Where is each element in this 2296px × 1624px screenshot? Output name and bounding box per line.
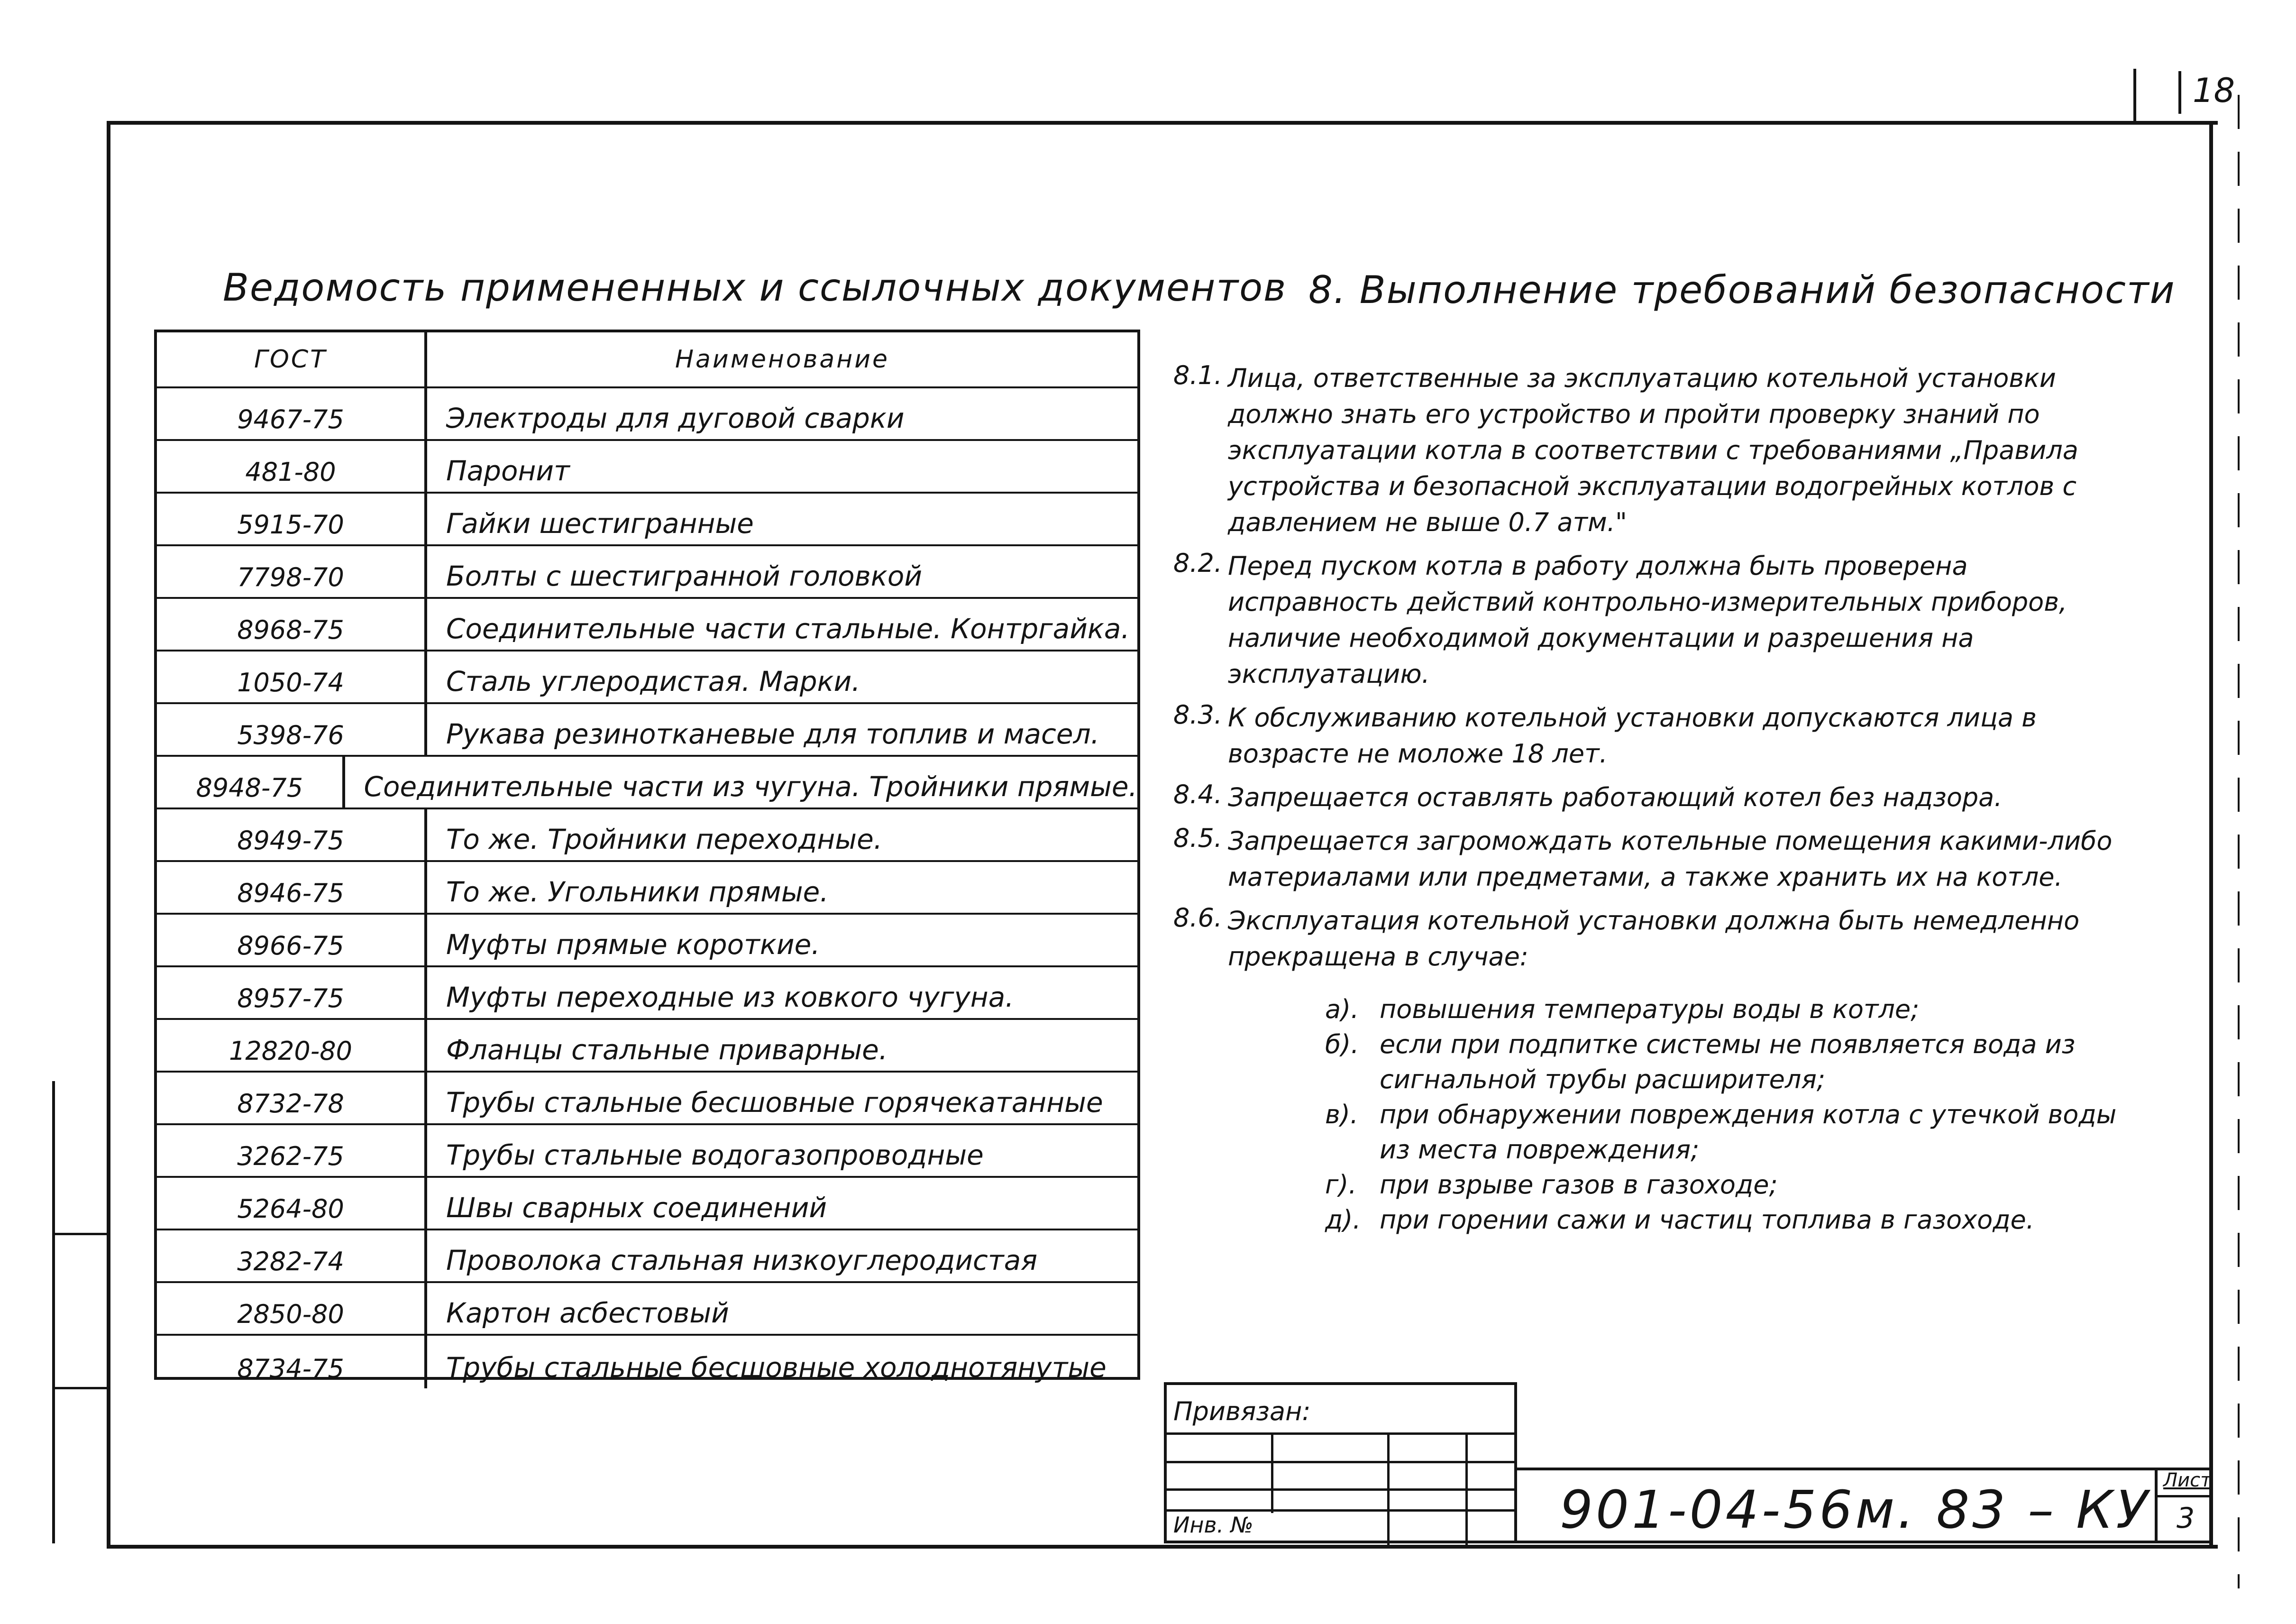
gost-cell: 8966-75 bbox=[157, 915, 427, 965]
docs-list-title: Ведомость примененных и ссылочных документов bbox=[223, 266, 1287, 310]
gost-cell: 8732-78 bbox=[157, 1073, 427, 1123]
gost-cell: 5398-76 bbox=[157, 704, 427, 755]
stamp-line bbox=[1167, 1432, 1514, 1435]
gost-cell: 8968-75 bbox=[157, 599, 427, 650]
table-row bbox=[157, 388, 1137, 441]
privyazan-label: Привязан: bbox=[1173, 1396, 1311, 1426]
safety-item bbox=[1173, 823, 2136, 895]
document-name-cell: Трубы стальные бесшовные холоднотянутые bbox=[446, 1351, 1107, 1384]
document-name-cell: Гайки шестигранные bbox=[446, 507, 754, 540]
documents-table bbox=[154, 330, 1140, 1384]
gost-cell: 8734-75 bbox=[157, 1336, 427, 1388]
binding-cell bbox=[55, 1389, 110, 1543]
binding-cell bbox=[55, 1235, 110, 1389]
table-row bbox=[157, 704, 1137, 757]
gost-cell: 12820-80 bbox=[157, 1020, 427, 1071]
drawing-frame-right-edge bbox=[2209, 121, 2213, 1548]
gost-cell: 2850-80 bbox=[157, 1283, 427, 1334]
table-row bbox=[157, 1073, 1137, 1125]
sheet-number-box bbox=[2155, 1468, 2212, 1543]
gost-cell: 7798-70 bbox=[157, 546, 427, 597]
document-code: 901-04-56м. 83 – КУ bbox=[1560, 1479, 2151, 1540]
document-name-cell: Муфты прямые короткие. bbox=[446, 928, 820, 961]
safety-item-number: 8.1. bbox=[1173, 360, 1223, 390]
stamp-line bbox=[1167, 1461, 1514, 1463]
stop-condition-item bbox=[1325, 1167, 2136, 1202]
binding-stamp bbox=[1164, 1382, 1517, 1543]
stamp-line bbox=[1465, 1432, 1468, 1546]
sheet-number: 3 bbox=[2177, 1502, 2195, 1535]
document-name-cell: То же. Угольники прямые. bbox=[446, 876, 829, 908]
stamp-line bbox=[1271, 1432, 1273, 1513]
safety-item-text: К обслуживанию котельной установки допускаются лица в возрасте не моложе 18 лет. bbox=[1228, 703, 2037, 769]
table-row bbox=[157, 651, 1137, 704]
sheet-label: Лист bbox=[2163, 1469, 2212, 1491]
safety-item-text: Эксплуатация котельной установки должна быть немедленно прекращена в случае: bbox=[1228, 906, 2080, 972]
stop-condition-item bbox=[1325, 1202, 2136, 1238]
table-row bbox=[157, 809, 1137, 862]
stamp-line bbox=[1387, 1432, 1390, 1546]
gost-cell: 8957-75 bbox=[157, 967, 427, 1018]
table-row bbox=[157, 915, 1137, 967]
table-body bbox=[157, 388, 1137, 1388]
gost-cell: 5915-70 bbox=[157, 494, 427, 544]
document-name-cell: Электроды для дуговой сварки bbox=[446, 402, 905, 434]
stop-conditions-list bbox=[1325, 992, 2136, 1238]
document-name-cell: Рукава резинотканевые для топлив и масел. bbox=[446, 718, 1100, 750]
safety-item-text: Лица, ответственные за эксплуатацию котельной установки должно знать его устройство и пройти проверку знаний по эксплуатации котла в соответствии с требованиями „Правила устройства и безопасной эксплуатации водогрейных котлов с давлением не выше 0.7 атм." bbox=[1228, 363, 2078, 537]
table-row bbox=[157, 599, 1137, 651]
binding-cell bbox=[55, 1081, 110, 1235]
table-row bbox=[157, 494, 1137, 546]
safety-item bbox=[1173, 548, 2136, 692]
document-name-cell: Соединительные части из чугуна. Тройники прямые. bbox=[364, 771, 1137, 803]
gost-cell: 1050-74 bbox=[157, 651, 427, 702]
stop-condition-text: если при подпитке системы не появляется вода из сигнальной трубы расширителя; bbox=[1380, 1029, 2076, 1094]
table-row bbox=[157, 1178, 1137, 1230]
gost-cell: 8946-75 bbox=[157, 862, 427, 913]
document-name-cell: Муфты переходные из ковкого чугуна. bbox=[446, 981, 1014, 1013]
stop-condition-text: при горении сажи и частиц топлива в газоходе. bbox=[1380, 1205, 2034, 1235]
stop-condition-letter: б). bbox=[1325, 1029, 1359, 1059]
safety-item bbox=[1173, 903, 2136, 975]
sheet-box-line bbox=[2158, 1495, 2209, 1497]
stamp-line bbox=[1167, 1509, 1514, 1512]
corner-divider bbox=[2133, 69, 2136, 121]
safety-item-number: 8.3. bbox=[1173, 700, 1223, 730]
safety-item-number: 8.6. bbox=[1173, 903, 1223, 933]
document-name-cell: Картон асбестовый bbox=[446, 1297, 729, 1329]
gost-cell: 5264-80 bbox=[157, 1178, 427, 1229]
stop-condition-item bbox=[1325, 1027, 2136, 1097]
safety-item-text: Перед пуском котла в работу должна быть проверена исправность действий контрольно-измерительных приборов, наличие необходимой документации и разрешения на эксплуатацию. bbox=[1228, 551, 2067, 689]
safety-item-number: 8.2. bbox=[1173, 548, 1223, 578]
gost-cell: 9467-75 bbox=[157, 388, 427, 439]
safety-requirements bbox=[1173, 360, 2136, 1238]
table-row bbox=[157, 967, 1137, 1020]
binding-strip bbox=[52, 1081, 110, 1543]
safety-items-list bbox=[1173, 360, 2136, 975]
table-row bbox=[157, 1283, 1137, 1336]
document-name-cell: То же. Тройники переходные. bbox=[446, 823, 883, 855]
stop-condition-letter: а). bbox=[1325, 994, 1359, 1024]
table-row bbox=[157, 1020, 1137, 1073]
column-header-gost: ГОСТ bbox=[157, 332, 427, 386]
inventory-number-label: Инв. № bbox=[1173, 1512, 1253, 1538]
stop-condition-letter: г). bbox=[1325, 1170, 1357, 1200]
margin-line bbox=[2238, 95, 2240, 1588]
document-name-cell: Сталь углеродистая. Марки. bbox=[446, 665, 860, 697]
document-name-cell: Трубы стальные бесшовные горячекатанные bbox=[446, 1086, 1103, 1119]
table-row bbox=[157, 862, 1137, 915]
stop-condition-text: при обнаружении повреждения котла с утечкой воды из места повреждения; bbox=[1380, 1100, 2117, 1165]
stop-condition-letter: д). bbox=[1325, 1205, 1361, 1235]
gost-cell: 3262-75 bbox=[157, 1125, 427, 1176]
document-name-cell: Проволока стальная низкоуглеродистая bbox=[446, 1244, 1038, 1276]
safety-item-number: 8.5. bbox=[1173, 823, 1223, 853]
table-row bbox=[157, 441, 1137, 494]
table-row bbox=[157, 757, 1137, 809]
gost-cell: 3282-74 bbox=[157, 1230, 427, 1281]
safety-section-title: 8. Выполнение требований безопасности bbox=[1308, 268, 2176, 312]
table-header-row bbox=[157, 332, 1137, 388]
safety-item bbox=[1173, 700, 2136, 772]
column-header-name: Наименование bbox=[675, 345, 890, 374]
safety-item bbox=[1173, 780, 2136, 816]
table-row bbox=[157, 1125, 1137, 1178]
document-name-cell: Трубы стальные водогазопроводные bbox=[446, 1139, 984, 1171]
gost-cell: 8948-75 bbox=[157, 757, 345, 807]
gost-cell: 8949-75 bbox=[157, 809, 427, 860]
stamp-line bbox=[1167, 1488, 1514, 1491]
document-name-cell: Болты с шестигранной головкой bbox=[446, 560, 923, 592]
document-name-cell: Швы сварных соединений bbox=[446, 1192, 827, 1224]
corner-page-number: 18 bbox=[2178, 71, 2240, 114]
table-row bbox=[157, 1336, 1137, 1388]
stop-condition-item bbox=[1325, 992, 2136, 1027]
gost-cell: 481-80 bbox=[157, 441, 427, 492]
safety-item-text: Запрещается оставлять работающий котел без надзора. bbox=[1228, 782, 2003, 812]
stop-condition-text: повышения температуры воды в котле; bbox=[1380, 994, 1920, 1024]
safety-item-number: 8.4. bbox=[1173, 780, 1223, 809]
stop-condition-letter: в). bbox=[1325, 1100, 1359, 1129]
table-row bbox=[157, 1230, 1137, 1283]
stop-condition-item bbox=[1325, 1097, 2136, 1167]
stop-condition-text: при взрыве газов в газоходе; bbox=[1380, 1170, 1778, 1200]
document-name-cell: Паронит bbox=[446, 455, 570, 487]
document-name-cell: Соединительные части стальные. Контргайка. bbox=[446, 613, 1130, 645]
safety-item-text: Запрещается загромождать котельные помещения какими-либо материалами или предметами, а также хранить их на котле. bbox=[1228, 826, 2113, 892]
document-name-cell: Фланцы стальные приварные. bbox=[446, 1034, 888, 1066]
table-row bbox=[157, 546, 1137, 599]
safety-item bbox=[1173, 360, 2136, 541]
